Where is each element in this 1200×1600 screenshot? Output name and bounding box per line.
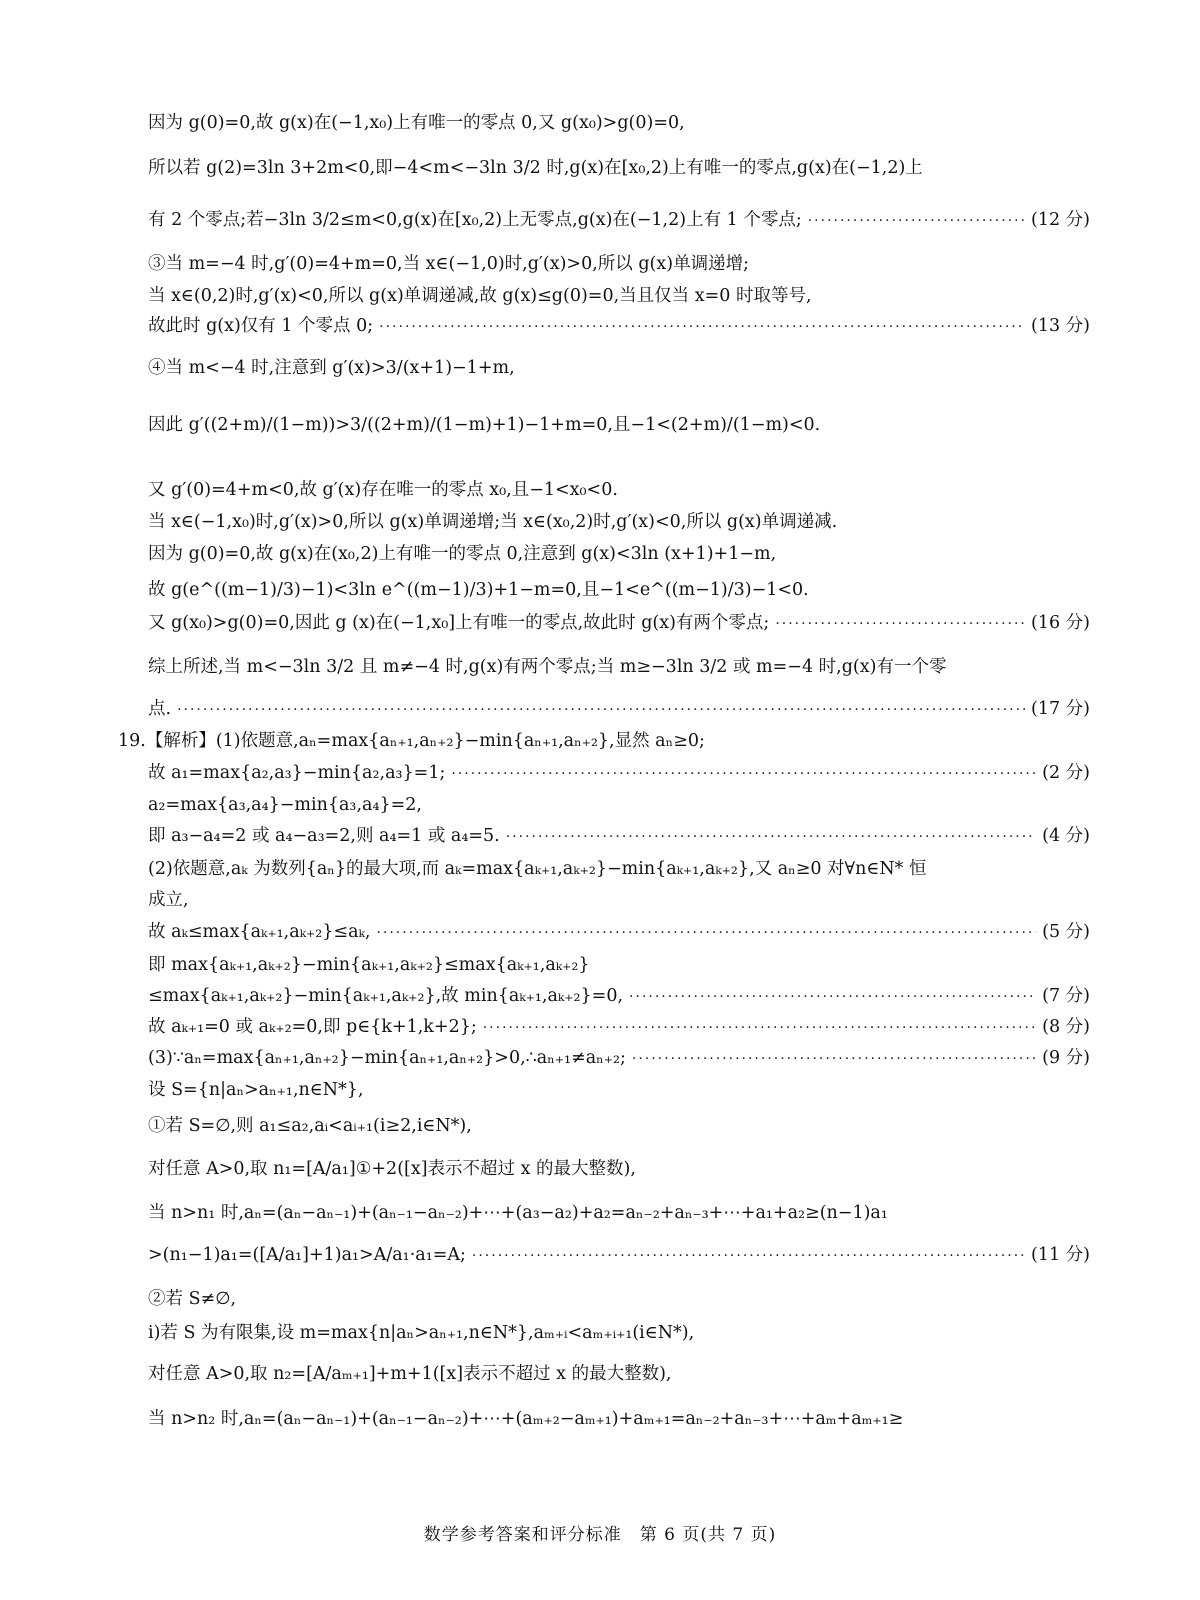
score: (4 分) <box>1042 826 1090 846</box>
score: (13 分) <box>1031 316 1090 336</box>
text-line: 故 aₖ₊₁=0 或 aₖ₊₂=0,即 p∈{k+1,k+2}; ····· (8 分) <box>148 1015 1090 1040</box>
text-line: 当 n>n₁ 时,aₙ=(aₙ−aₙ₋₁)+(aₙ₋₁−aₙ₋₂)+⋯+(a₃−a₂)+a₂=aₙ₋₂+aₙ₋₃+⋯+a₁+a₂≥(n−1)a₁ <box>148 1203 888 1223</box>
text-line: 对任意 A>0,取 n₂=[A/aₘ₊₁]+m+1([x]表示不超过 x 的最大整数), <box>148 1364 672 1384</box>
leader-dots <box>472 1244 1025 1268</box>
score: (8 分) <box>1042 1017 1090 1037</box>
text-line: ⅰ)若 S 为有限集,设 m=max{n|aₙ>aₙ₊₁,n∈N*},aₘ₊ᵢ<aₘ₊ᵢ₊₁(i∈N*), <box>148 1323 695 1343</box>
leader-dots <box>629 985 1036 1009</box>
leader-dots <box>376 921 1036 945</box>
text-line: 又 g(x₀)>g(0)=0,因此 g (x)在(−1,x₀]上有唯一的零点,故此时 g(x)有两个零点; ····· (16 分) <box>148 611 1090 636</box>
text-line: ③当 m=−4 时,g′(0)=4+m=0,当 x∈(−1,0)时,g′(x)>0,所以 g(x)单调递增; <box>148 254 749 274</box>
text-line: 综上所述,当 m<−3ln 3/2 且 m≠−4 时,g(x)有两个零点;当 m≥−3ln 3/2 或 m=−4 时,g(x)有一个零 <box>148 657 947 677</box>
question-19-heading: 19.【解析】(1)依题意,aₙ=max{aₙ₊₁,aₙ₊₂}−min{aₙ₊₁,aₙ₊₂},显然 aₙ≥0; <box>118 731 705 751</box>
leader-dots <box>632 1047 1036 1071</box>
score: (17 分) <box>1031 699 1090 719</box>
score: (7 分) <box>1042 986 1090 1006</box>
text-line: (2)依题意,aₖ 为数列{aₙ}的最大项,而 aₖ=max{aₖ₊₁,aₖ₊₂}−min{aₖ₊₁,aₖ₊₂},又 aₙ≥0 对∀n∈N* 恒 <box>148 859 927 879</box>
page-footer: 数学参考答案和评分标准 第 6 页(共 7 页) <box>423 1525 777 1545</box>
text-line: a₂=max{a₃,a₄}−min{a₃,a₄}=2, <box>148 795 422 815</box>
leader-dots <box>775 612 1025 636</box>
text-line: 又 g′(0)=4+m<0,故 g′(x)存在唯一的零点 x₀,且−1<x₀<0. <box>148 480 618 500</box>
text-line: 即 a₃−a₄=2 或 a₄−a₃=2,则 a₄=1 或 a₄=5. ····· (4 分) <box>148 824 1090 849</box>
text-line: 所以若 g(2)=3ln 3+2m<0,即−4<m<−3ln 3/2 时,g(x)在[x₀,2)上有唯一的零点,g(x)在(−1,2)上 <box>148 158 923 178</box>
text-line: 因为 g(0)=0,故 g(x)在(−1,x₀)上有唯一的零点 0,又 g(x₀)>g(0)=0, <box>148 113 685 133</box>
text-line: ④当 m<−4 时,注意到 g′(x)>3/(x+1)−1+m, <box>148 358 515 378</box>
leader-dots <box>506 825 1036 849</box>
text-line: 当 n>n₂ 时,aₙ=(aₙ−aₙ₋₁)+(aₙ₋₁−aₙ₋₂)+⋯+(aₘ₊₂−aₘ₊₁)+aₘ₊₁=aₙ₋₂+aₙ₋₃+⋯+aₘ+aₘ₊₁≥ <box>148 1409 904 1429</box>
text-line: 故 aₖ≤max{aₖ₊₁,aₖ₊₂}≤aₖ, ····· (5 分) <box>148 920 1090 945</box>
score: (12 分) <box>1031 210 1090 230</box>
text-line: ②若 S≠∅, <box>148 1289 237 1309</box>
score: (2 分) <box>1042 763 1090 783</box>
text-line: 成立, <box>148 890 189 910</box>
text-line: 点. ····· (17 分) <box>148 697 1090 722</box>
text-line: 当 x∈(−1,x₀)时,g′(x)>0,所以 g(x)单调递增;当 x∈(x₀,2)时,g′(x)<0,所以 g(x)单调递减. <box>148 512 838 532</box>
text-line: ①若 S=∅,则 a₁≤a₂,aᵢ<aᵢ₊₁(i≥2,i∈N*), <box>148 1116 472 1136</box>
text-line: 对任意 A>0,取 n₁=[A/a₁]①+2([x]表示不超过 x 的最大整数), <box>148 1159 636 1179</box>
text-line: 即 max{aₖ₊₁,aₖ₊₂}−min{aₖ₊₁,aₖ₊₂}≤max{aₖ₊₁,aₖ₊₂} <box>148 955 590 975</box>
text-line: 故此时 g(x)仅有 1 个零点 0; ····· (13 分) <box>148 314 1090 339</box>
text-line: 故 g(e^((m−1)/3)−1)<3ln e^((m−1)/3)+1−m=0,且−1<e^((m−1)/3)−1<0. <box>148 580 809 600</box>
leader-dots <box>379 315 1025 339</box>
text-line: 有 2 个零点;若−3ln 3/2≤m<0,g(x)在[x₀,2)上无零点,g(x)在(−1,2)上有 1 个零点; ····· (12 分) <box>148 208 1090 233</box>
text-line: 因为 g(0)=0,故 g(x)在(x₀,2)上有唯一的零点 0,注意到 g(x)<3ln (x+1)+1−m, <box>148 544 777 564</box>
leader-dots <box>451 762 1036 786</box>
text-line: 设 S={n|aₙ>aₙ₊₁,n∈N*}, <box>148 1080 364 1100</box>
text-line: 因此 g′((2+m)/(1−m))>3/((2+m)/(1−m)+1)−1+m=0,且−1<(2+m)/(1−m)<0. <box>148 415 821 435</box>
leader-dots <box>177 698 1025 722</box>
text-line: 当 x∈(0,2)时,g′(x)<0,所以 g(x)单调递减,故 g(x)≤g(0)=0,当且仅当 x=0 时取等号, <box>148 286 812 306</box>
leader-dots <box>808 209 1025 233</box>
score: (5 分) <box>1042 922 1090 942</box>
text-line: ≤max{aₖ₊₁,aₖ₊₂}−min{aₖ₊₁,aₖ₊₂},故 min{aₖ₊₁,aₖ₊₂}=0, ····· (7 分) <box>148 984 1090 1009</box>
text-line: >(n₁−1)a₁=([A/a₁]+1)a₁>A/a₁·a₁=A; ····· (11 分) <box>148 1243 1090 1268</box>
text-line: (3)∵aₙ=max{aₙ₊₁,aₙ₊₂}−min{aₙ₊₁,aₙ₊₂}>0,∴aₙ₊₁≠aₙ₊₂; ····· (9 分) <box>148 1046 1090 1071</box>
leader-dots <box>483 1016 1036 1040</box>
text-line: 故 a₁=max{a₂,a₃}−min{a₂,a₃}=1; ····· (2 分) <box>148 761 1090 786</box>
score: (9 分) <box>1042 1048 1090 1068</box>
score: (11 分) <box>1031 1245 1090 1265</box>
score: (16 分) <box>1031 613 1090 633</box>
